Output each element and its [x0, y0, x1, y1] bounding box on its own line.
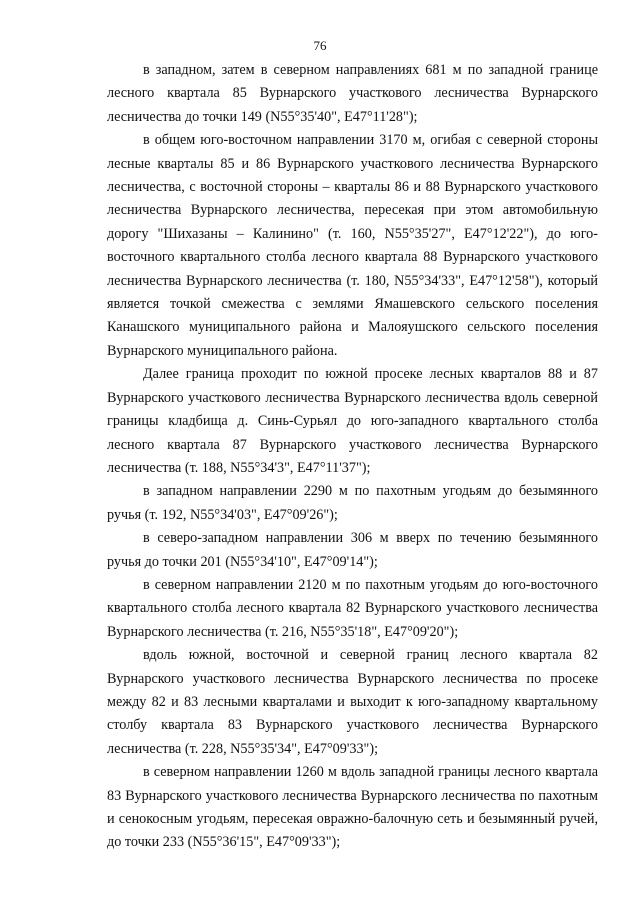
paragraph: в северном направлении 2120 м по пахотным угодьям до юго-восточного квартального столба лесного квартала 82 Вурнарского участкового лесничества Вурнарского лесничества (т. 216, N55°35'18", E47°09'20"); — [107, 576, 598, 640]
paragraph: вдоль южной, восточной и северной границ лесного квартала 82 Вурнарского участкового лесничества Вурнарского лесничества по просеке между 82 и 83 лесными кварталами и выходит к юго-западному квартальному столбу квартала 83 Вурнарского участкового лесничества Вурнарского лесничества (т. 228, N55°35'34", E47°09'33"); — [107, 647, 598, 757]
document-body — [107, 59, 598, 855]
paragraph: в западном, затем в северном направлениях 681 м по западной границе лесного квартала 85 Вурнарского участкового лесничества Вурнарского лесничества до точки 149 (N55°35'40", E47°11'28"); — [107, 62, 598, 125]
page-number: 76 — [313, 38, 327, 53]
paragraph: в северном направлении 1260 м вдоль западной границы лесного квартала 83 Вурнарского участкового лесничества Вурнарского лесничества по пахотным и сенокосным угодьям, пересекая овражно-балочную сеть и безымянный ручей, до точки 233 (N55°36'15", E47°09'33"); — [107, 764, 598, 851]
paragraph: в общем юго-восточном направлении 3170 м, огибая с северной стороны лесные кварталы 85 и 86 Вурнарского участкового лесничества Вурнарского лесничества, с восточной стороны – кварталы 86 и 88 Вурнарского участкового лесничества Вурнарского лесничества, пересекая при этом автомобильную дорогу "Шихазаны – Калинино" (т. 160, N55°35'27", E47°12'22"), до юго-восточного квартального столба лесного квартала 88 Вурнарского участкового лесничества Вурнарского лесничества (т. 180, N55°34'33", E47°12'58"), который является точкой смежества с землями Ямашевского сельского поселения Канашского муниципального района и Малояушского сельского поселения Вурнарского муниципального района. — [107, 132, 598, 359]
paragraph: Далее граница проходит по южной просеке лесных кварталов 88 и 87 Вурнарского участкового лесничества Вурнарского лесничества вдоль северной границы кладбища д. Синь-Сурьял до юго-западного квартального столба лесного квартала 87 Вурнарского участкового лесничества Вурнарского лесничества (т. 188, N55°34'3", E47°11'37"); — [107, 366, 598, 476]
paragraph: в северо-западном направлении 306 м вверх по течению безымянного ручья до точки 201 (N55°34'10", E47°09'14"); — [107, 530, 598, 570]
paragraph: в западном направлении 2290 м по пахотным угодьям до безымянного ручья (т. 192, N55°34'03", E47°09'26"); — [107, 483, 598, 523]
